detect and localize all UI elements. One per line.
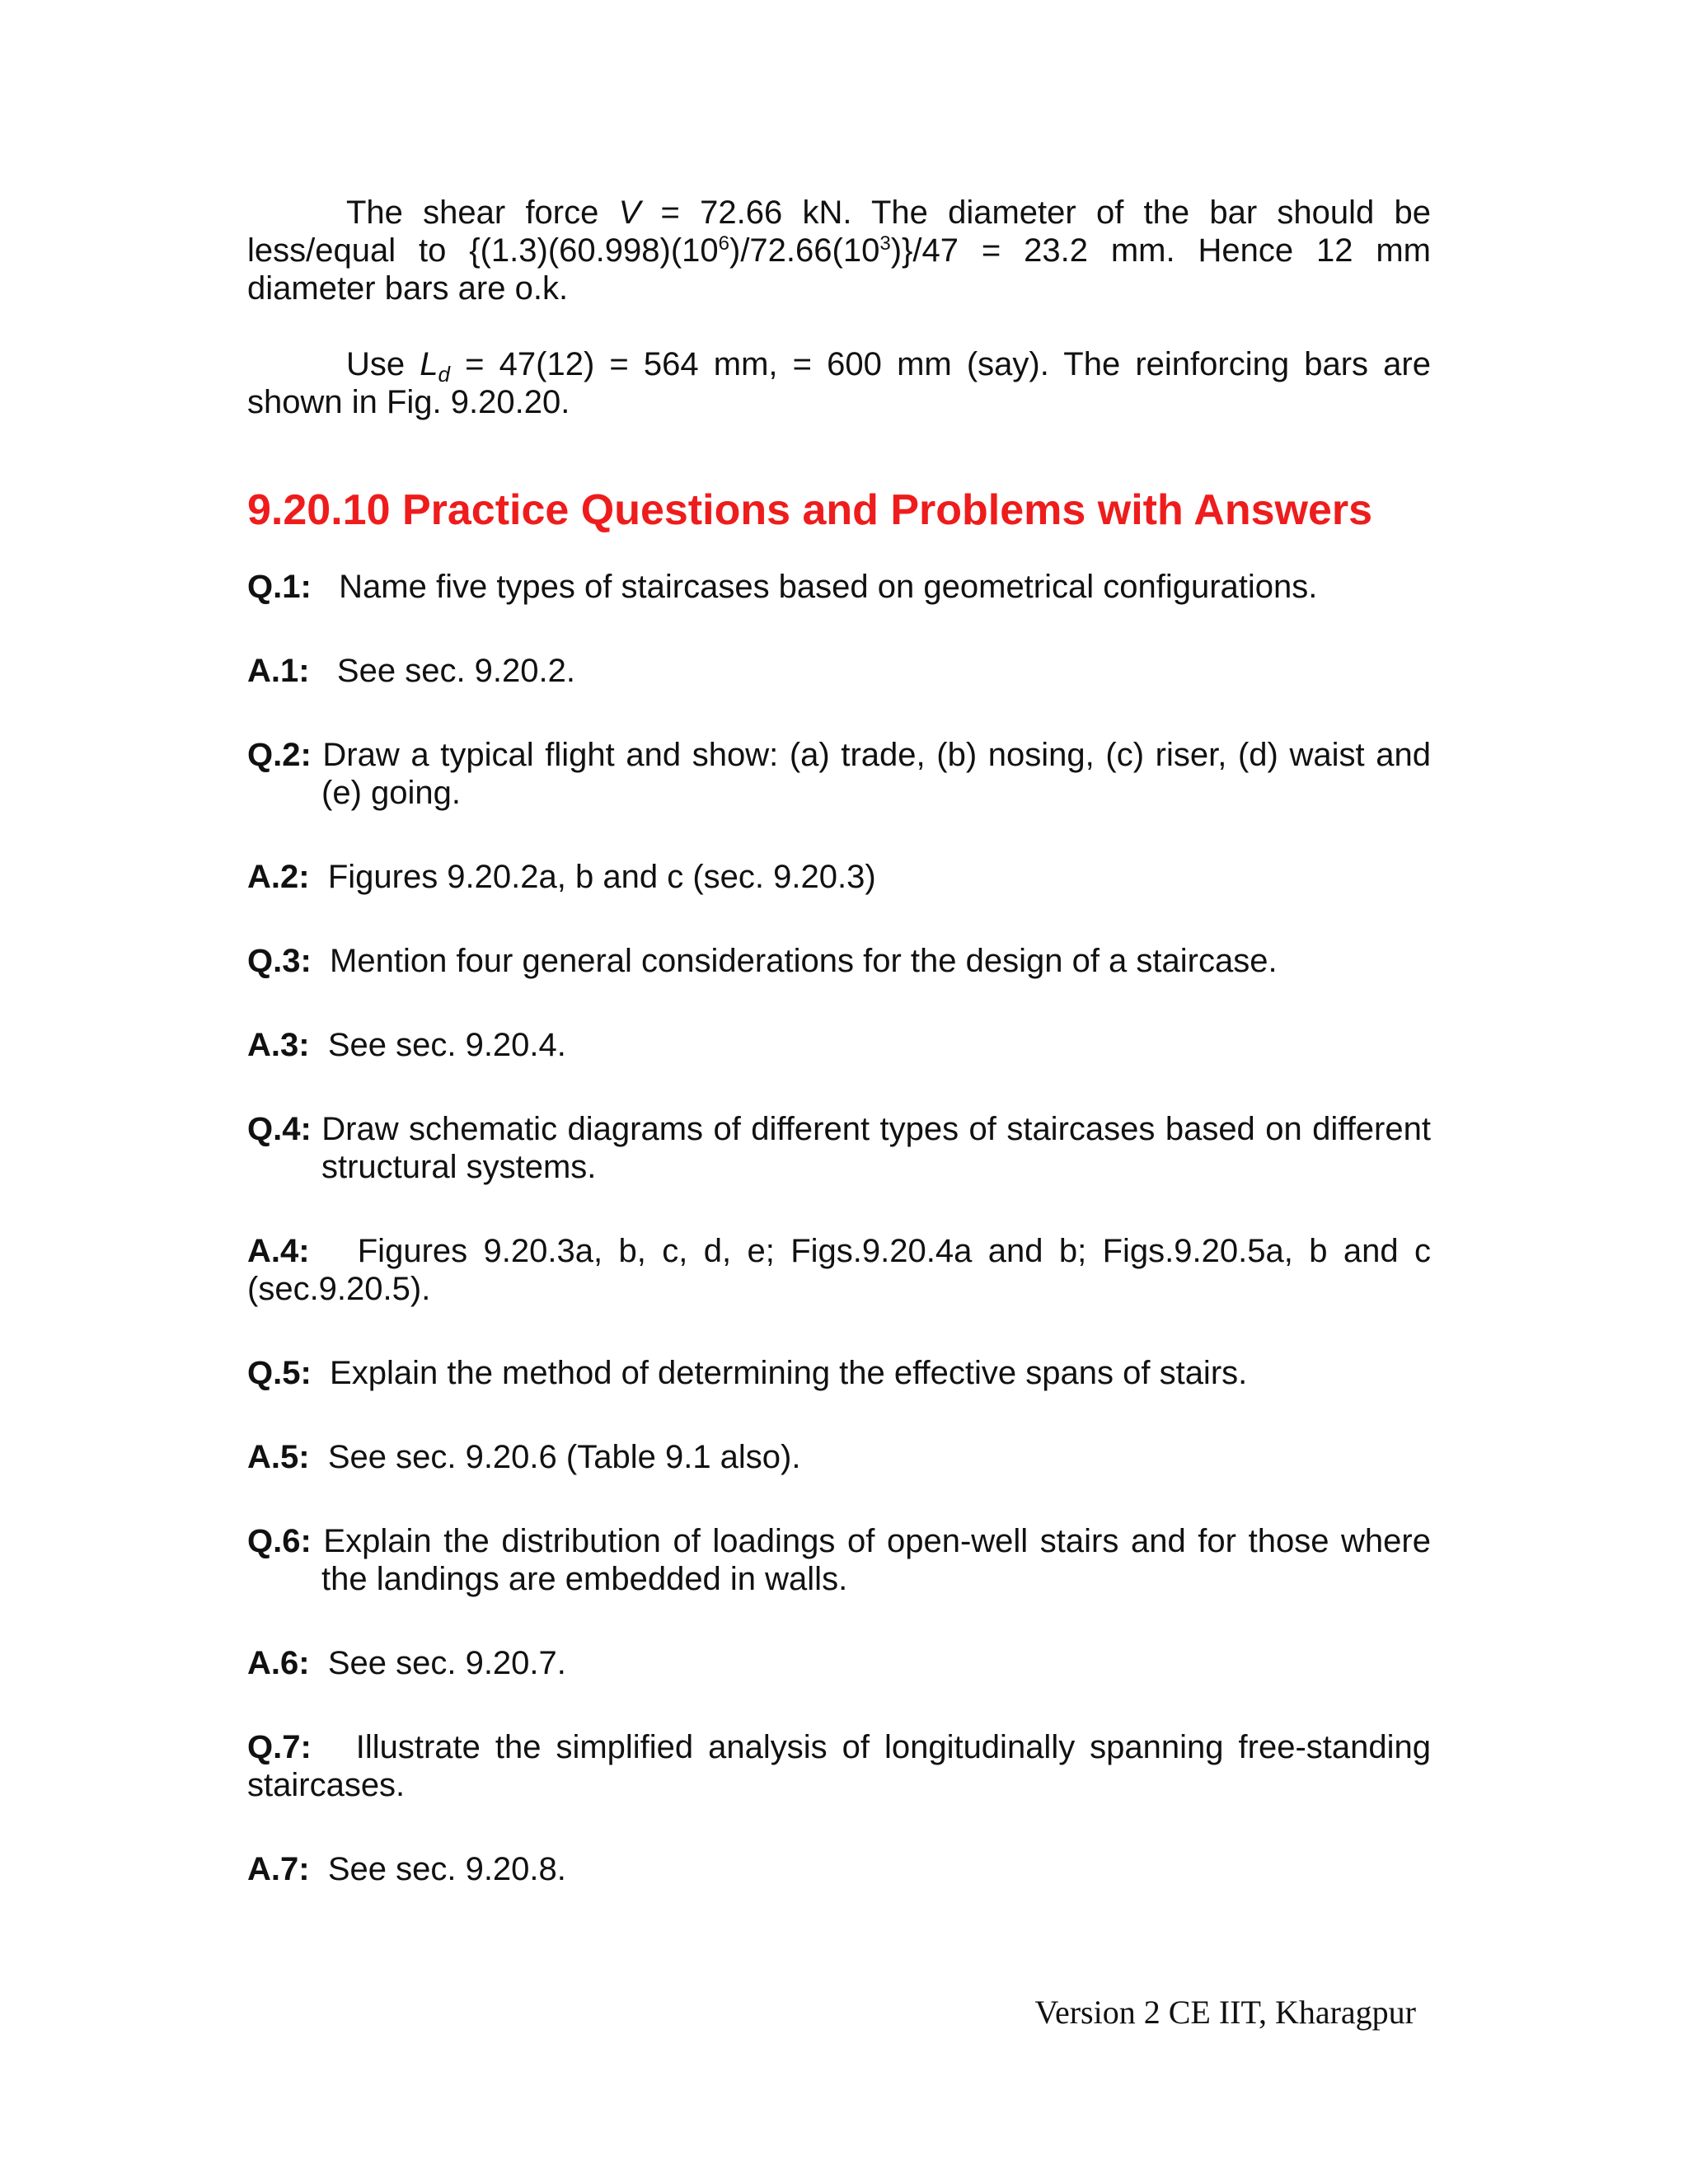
qa-label: A.2: — [247, 859, 310, 895]
page-content — [247, 194, 1431, 1888]
qa-label: Q.5: — [247, 1355, 312, 1391]
qa-text: Explain the distribution of loadings of open-well stairs and for those where the landings are embedded in walls. — [321, 1523, 1431, 1597]
symbol-l: L — [420, 346, 438, 382]
qa-label: Q.4: — [247, 1111, 312, 1147]
qa-text: See sec. 9.20.2. — [336, 653, 576, 689]
qa-text: See sec. 9.20.8. — [327, 1851, 566, 1887]
qa-text: Draw a typical flight and show: (a) trade, (b) nosing, (c) riser, (d) waist and (e) going. — [321, 737, 1431, 811]
qa-text: Figures 9.20.2a, b and c (sec. 9.20.3) — [327, 859, 876, 895]
answer-3 — [247, 1026, 1431, 1064]
text-run: Use — [346, 346, 420, 382]
superscript: 3 — [879, 232, 891, 255]
qa-label: A.5: — [247, 1439, 310, 1475]
qa-label: A.7: — [247, 1851, 310, 1887]
qa-text: Illustrate the simplified analysis of longitudinally spanning free-standing staircases. — [247, 1729, 1431, 1803]
text-run: = 47(12) = 564 mm, = 600 mm (say). The reinforcing bars are shown in Fig. 9.20.20. — [247, 346, 1431, 420]
qa-label: A.4: — [247, 1233, 310, 1269]
qa-label: A.6: — [247, 1645, 310, 1681]
qa-label: Q.2: — [247, 737, 312, 773]
qa-label: Q.7: — [247, 1729, 312, 1765]
superscript: 6 — [718, 232, 729, 255]
question-2 — [247, 736, 1431, 812]
paragraph-development-length — [247, 345, 1431, 421]
qa-label: Q.6: — [247, 1523, 312, 1559]
question-4 — [247, 1110, 1431, 1186]
qa-text: Name five types of staircases based on geometrical configurations. — [339, 569, 1318, 605]
text-run: )/72.66(10 — [729, 232, 880, 269]
answer-1 — [247, 652, 1431, 690]
text-run: The shear force — [346, 194, 619, 231]
qa-text: Draw schematic diagrams of different types of staircases based on different structural systems. — [321, 1111, 1431, 1185]
symbol-v: V — [618, 194, 641, 231]
qa-text: Explain the method of determining the effective spans of stairs. — [330, 1355, 1248, 1391]
section-heading: 9.20.10 Practice Questions and Problems with Answers — [247, 486, 1373, 534]
qa-text: See sec. 9.20.6 (Table 9.1 also). — [327, 1439, 801, 1475]
qa-label: A.3: — [247, 1027, 310, 1063]
paragraph-shear-force — [247, 194, 1431, 307]
answer-5 — [247, 1438, 1431, 1476]
qa-text: See sec. 9.20.7. — [327, 1645, 566, 1681]
answer-4 — [247, 1232, 1431, 1308]
question-6 — [247, 1522, 1431, 1598]
text-run: = 72.66 kN. The diameter of the bar should be less/equal to {(1.3)(60.998)(10 — [247, 194, 1432, 269]
qa-label: Q.3: — [247, 943, 312, 979]
question-1 — [247, 568, 1431, 606]
question-7 — [247, 1728, 1431, 1804]
qa-label: Q.1: — [247, 569, 312, 605]
answer-7 — [247, 1850, 1431, 1888]
subscript: d — [438, 362, 450, 387]
question-5 — [247, 1354, 1431, 1392]
qa-text: Figures 9.20.3a, b, c, d, e; Figs.9.20.4a and b; Figs.9.20.5a, b and c (sec.9.20.5). — [247, 1233, 1432, 1307]
page-footer: Version 2 CE IIT, Kharagpur — [1034, 1994, 1416, 2031]
qa-text: See sec. 9.20.4. — [327, 1027, 566, 1063]
answer-6 — [247, 1644, 1431, 1682]
text-run: )}/47 = 23.2 mm. Hence 12 mm diameter bars are o.k. — [247, 232, 1431, 307]
qa-label: A.1: — [247, 653, 310, 689]
question-3 — [247, 942, 1431, 980]
answer-2 — [247, 858, 1431, 896]
qa-text: Mention four general considerations for the design of a staircase. — [330, 943, 1278, 979]
